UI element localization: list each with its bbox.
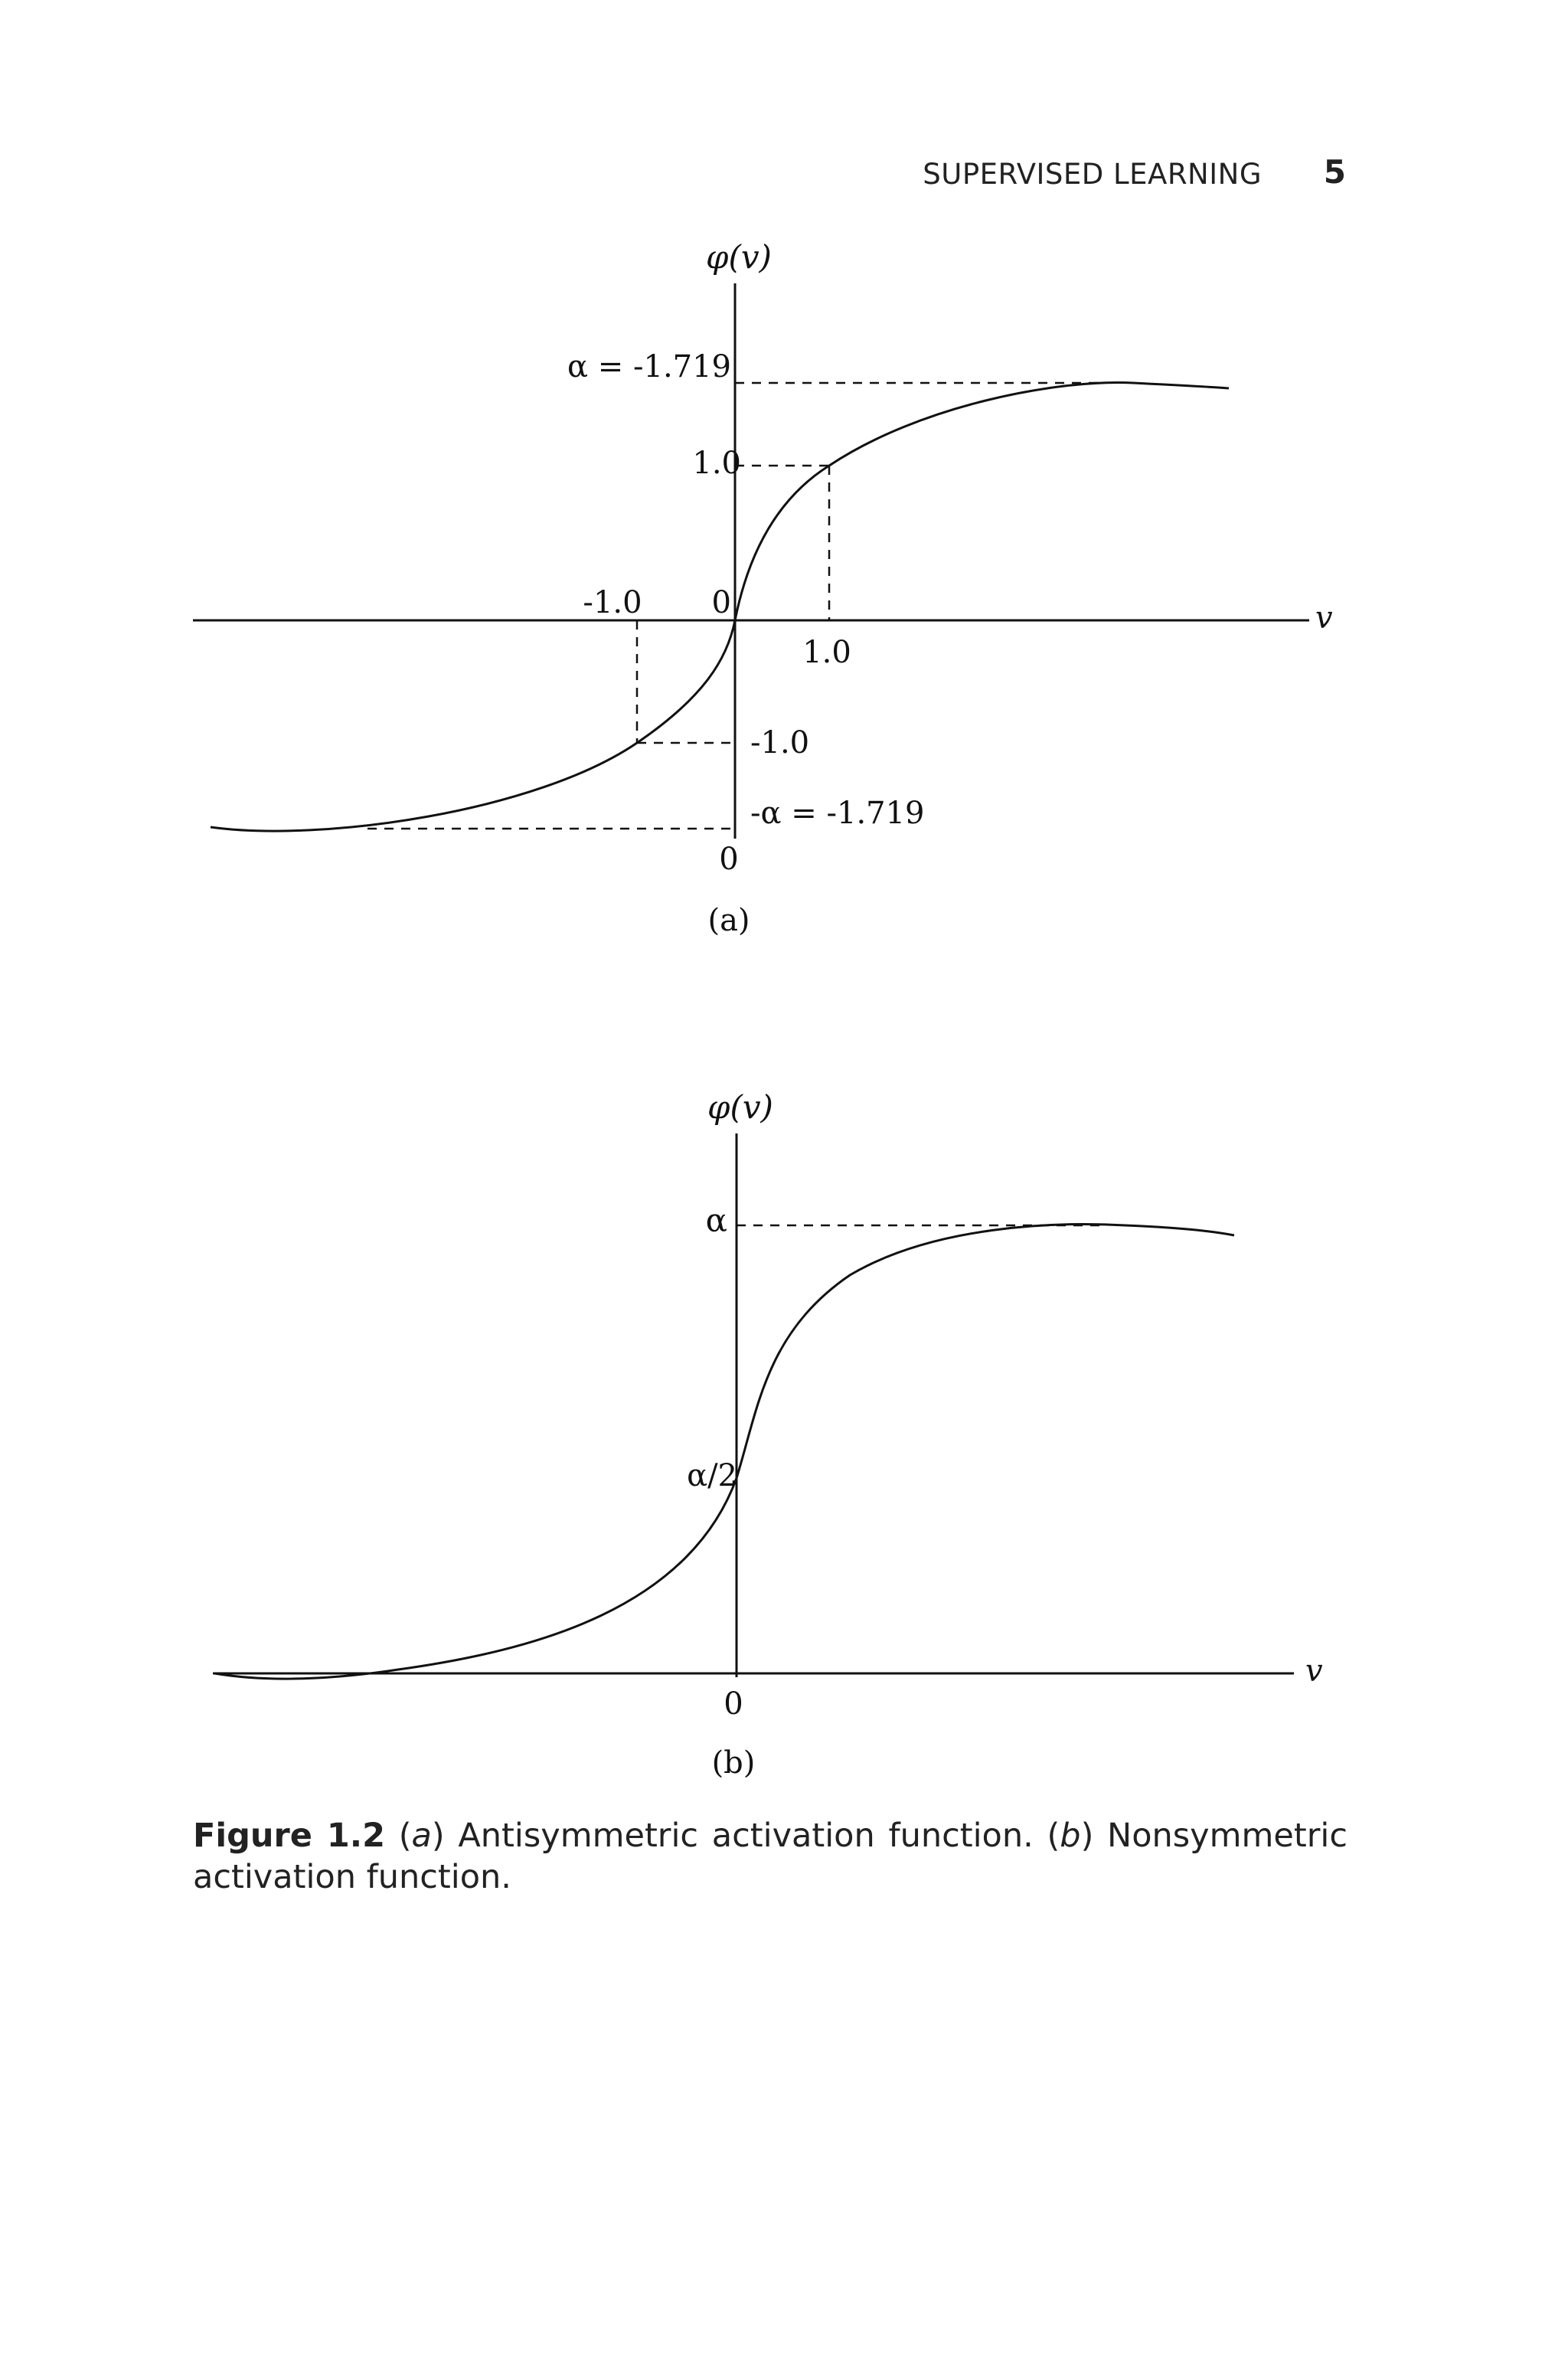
label-xneg: -1.0 [583,585,642,620]
label-origin: 0 [711,585,731,620]
panel-label-a: (a) [707,903,750,938]
y-axis-label: φ(v) [707,1088,773,1126]
label-y1: 1.0 [692,446,741,481]
caption-part-b-text: Nonsymmetric activation function. [193,1817,1348,1896]
page-number: 5 [1323,153,1346,191]
caption-part-a-tag: a [411,1817,432,1855]
label-xpos: 1.0 [802,635,851,670]
running-head [842,153,1346,199]
label-origin: 0 [724,1686,743,1722]
label-alpha: α = -1.719 [567,349,731,384]
figure-a [0,230,1568,965]
label-half-alpha: α/2 [687,1458,737,1493]
label-neg-alpha: -α = -1.719 [750,796,925,831]
caption-part-b-tag: b [1060,1817,1081,1855]
x-axis-label: v [1315,600,1333,636]
caption-part-a-text: Antisymmetric activation function. [458,1817,1034,1855]
label-yneg: -1.0 [750,725,810,760]
curve-b [214,1225,1234,1679]
figure-b [0,1072,1568,1807]
figure-caption: Figure 1.2 (a) Antisymmetric activation function. (b) Nonsymmetric activation function. [193,1817,1348,1896]
label-alpha: α [705,1202,727,1239]
panel-label-b: (b) [711,1745,756,1781]
label-bottom-zero: 0 [719,842,739,877]
running-title: SUPERVISED LEARNING [923,158,1262,191]
x-axis-label: v [1305,1653,1323,1689]
caption-label: Figure 1.2 [193,1817,386,1855]
y-axis-label: φ(v) [706,238,772,276]
